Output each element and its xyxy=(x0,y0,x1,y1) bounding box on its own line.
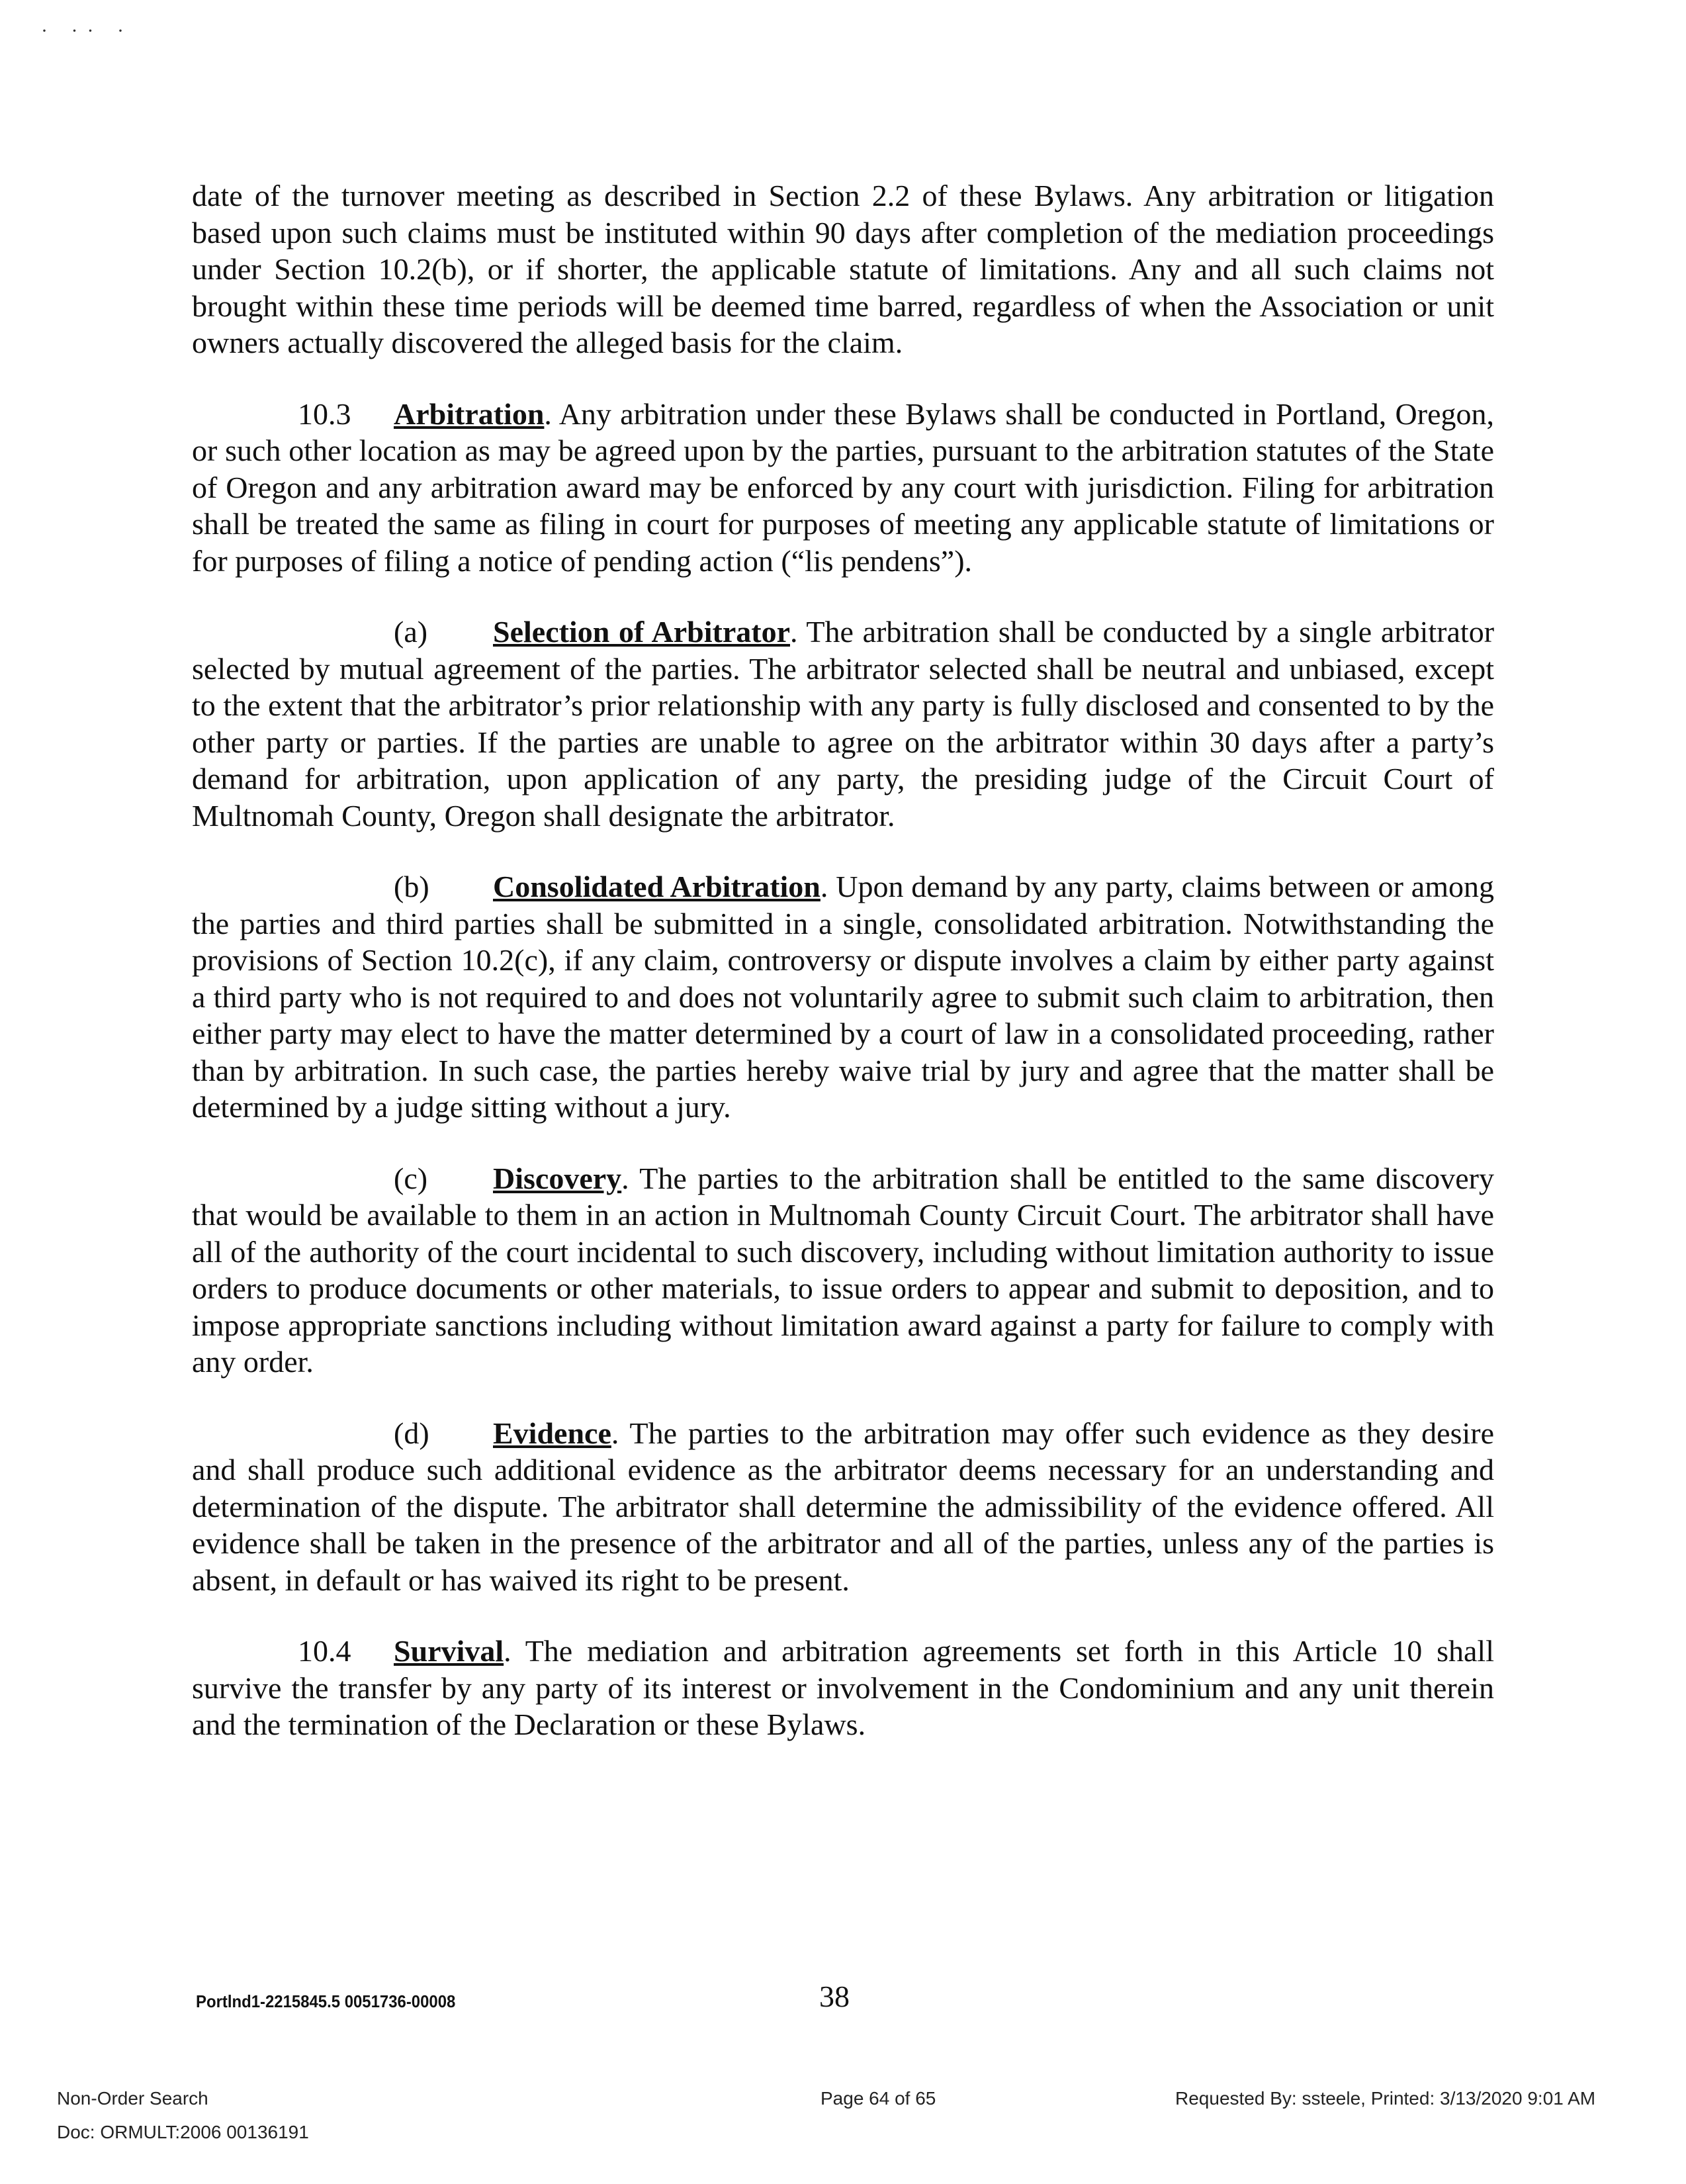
search-type-label: Non-Order Search xyxy=(57,2088,208,2109)
section-heading: Survival xyxy=(394,1634,504,1668)
page-number: 38 xyxy=(819,1979,850,2013)
requested-by-label: Requested By: ssteele, Printed: 3/13/2020 9:01 AM xyxy=(1175,2088,1596,2109)
section-text: . The mediation and arbitration agreements set forth in this Article 10 shall survive the transfer by any party of its interest or involvement in the Condominium and any unit therein and the termination of the Declaration or these Bylaws. xyxy=(192,1634,1494,1741)
doc-reference: Doc: ORMULT:2006 00136191 xyxy=(57,2122,309,2142)
subsection-heading: Evidence xyxy=(493,1416,611,1450)
document-footer-id: Portlnd1-2215845.5 0051736-00008 xyxy=(196,1991,456,2011)
subsection-text: . Upon demand by any party, claims between or among the parties and third parties shall be submitted in a single, consolidated arbitration. Notwithstanding the provisions of Section 10.2(c), if any claim, controversy or dispute involves a claim by either party against a third party who is not required to and does not voluntarily agree to submit such claim to arbitration, then either party may elect to have the matter determined by a court of law in a consolidated proceeding, rather than by arbitration. In such case, the parties hereby waive trial by jury and agree that the matter shall be determined by a judge sitting without a jury. xyxy=(192,870,1495,1124)
subsection-d xyxy=(192,1415,1494,1599)
page-indicator: Page 64 of 65 xyxy=(821,2088,936,2109)
section-10-4 xyxy=(192,1633,1494,1743)
subsection-label: (b) xyxy=(394,870,429,903)
subsection-b xyxy=(192,868,1494,1126)
section-10-3 xyxy=(192,396,1494,580)
intro-paragraph: date of the turnover meeting as described in Section 2.2 of these Bylaws. Any arbitration or litigation based upon such claims must be instituted within 90 days after completion of the mediation proceedings under Section 10.2(b), or if shorter, the applicable statute of limitations. Any and all such claims not brought within these time periods will be deemed time barred, regardless of when the Association or unit owners actually discovered the alleged basis for the claim. xyxy=(192,179,1494,359)
subsection-c xyxy=(192,1160,1494,1381)
subsection-label: (c) xyxy=(394,1161,428,1195)
subsection-label: (d) xyxy=(394,1416,429,1450)
section-number: 10.4 xyxy=(298,1634,351,1668)
section-number: 10.3 xyxy=(298,396,351,431)
subsection-text: . The parties to the arbitration may offer such evidence as they desire and shall produce such additional evidence as the arbitrator deems necessary for an understanding and determination of the dispute. The arbitrator shall determine the admissibility of the evidence offered. All evidence shall be taken in the presence of the arbitrator and all of the parties, unless any of the parties is absent, in default or has waived its right to be present. xyxy=(192,1416,1494,1597)
subsection-heading: Selection of Arbitrator xyxy=(493,615,790,649)
subsection-a xyxy=(192,614,1494,834)
section-heading: Arbitration xyxy=(394,396,545,431)
document-body xyxy=(192,177,1494,1778)
subsection-text: . The arbitration shall be conducted by a single arbitrator selected by mutual agreement of the parties. The arbitrator selected shall be neutral and unbiased, except to the extent that the arbitrator’s prior relationship with any party is fully disclosed and consented to by the other party or parties. If the parties are unable to agree on the arbitrator within 30 days after a party’s demand for arbitration, upon application of any party, the presiding judge of the Circuit Court of Multnomah County, Oregon shall designate the arbitrator. xyxy=(192,615,1495,833)
section-text: . Any arbitration under these Bylaws shall be conducted in Portland, Oregon, or such other location as may be agreed upon by the parties, pursuant to the arbitration statutes of the State of Oregon and any arbitration award may be enforced by any court with jurisdiction. Filing for arbitration shall be treated the same as filing in court for purposes of meeting any applicable statute of limitations or for purposes of filing a notice of pending action (“lis pendens”). xyxy=(192,396,1494,578)
subsection-heading: Consolidated Arbitration xyxy=(493,870,821,903)
scan-artifact: · ·· · xyxy=(41,20,133,42)
subsection-label: (a) xyxy=(394,615,428,649)
subsection-heading: Discovery xyxy=(493,1161,622,1195)
subsection-text: . The parties to the arbitration shall be entitled to the same discovery that would be available to them in an action in Multnomah County Circuit Court. The arbitrator shall have all of the authority of the court incidental to such discovery, including without limitation authority to issue orders to produce documents or other materials, to issue orders to appear and submit to deposition, and to impose appropriate sanctions including without limitation award against a party for failure to comply with any order. xyxy=(192,1161,1494,1379)
